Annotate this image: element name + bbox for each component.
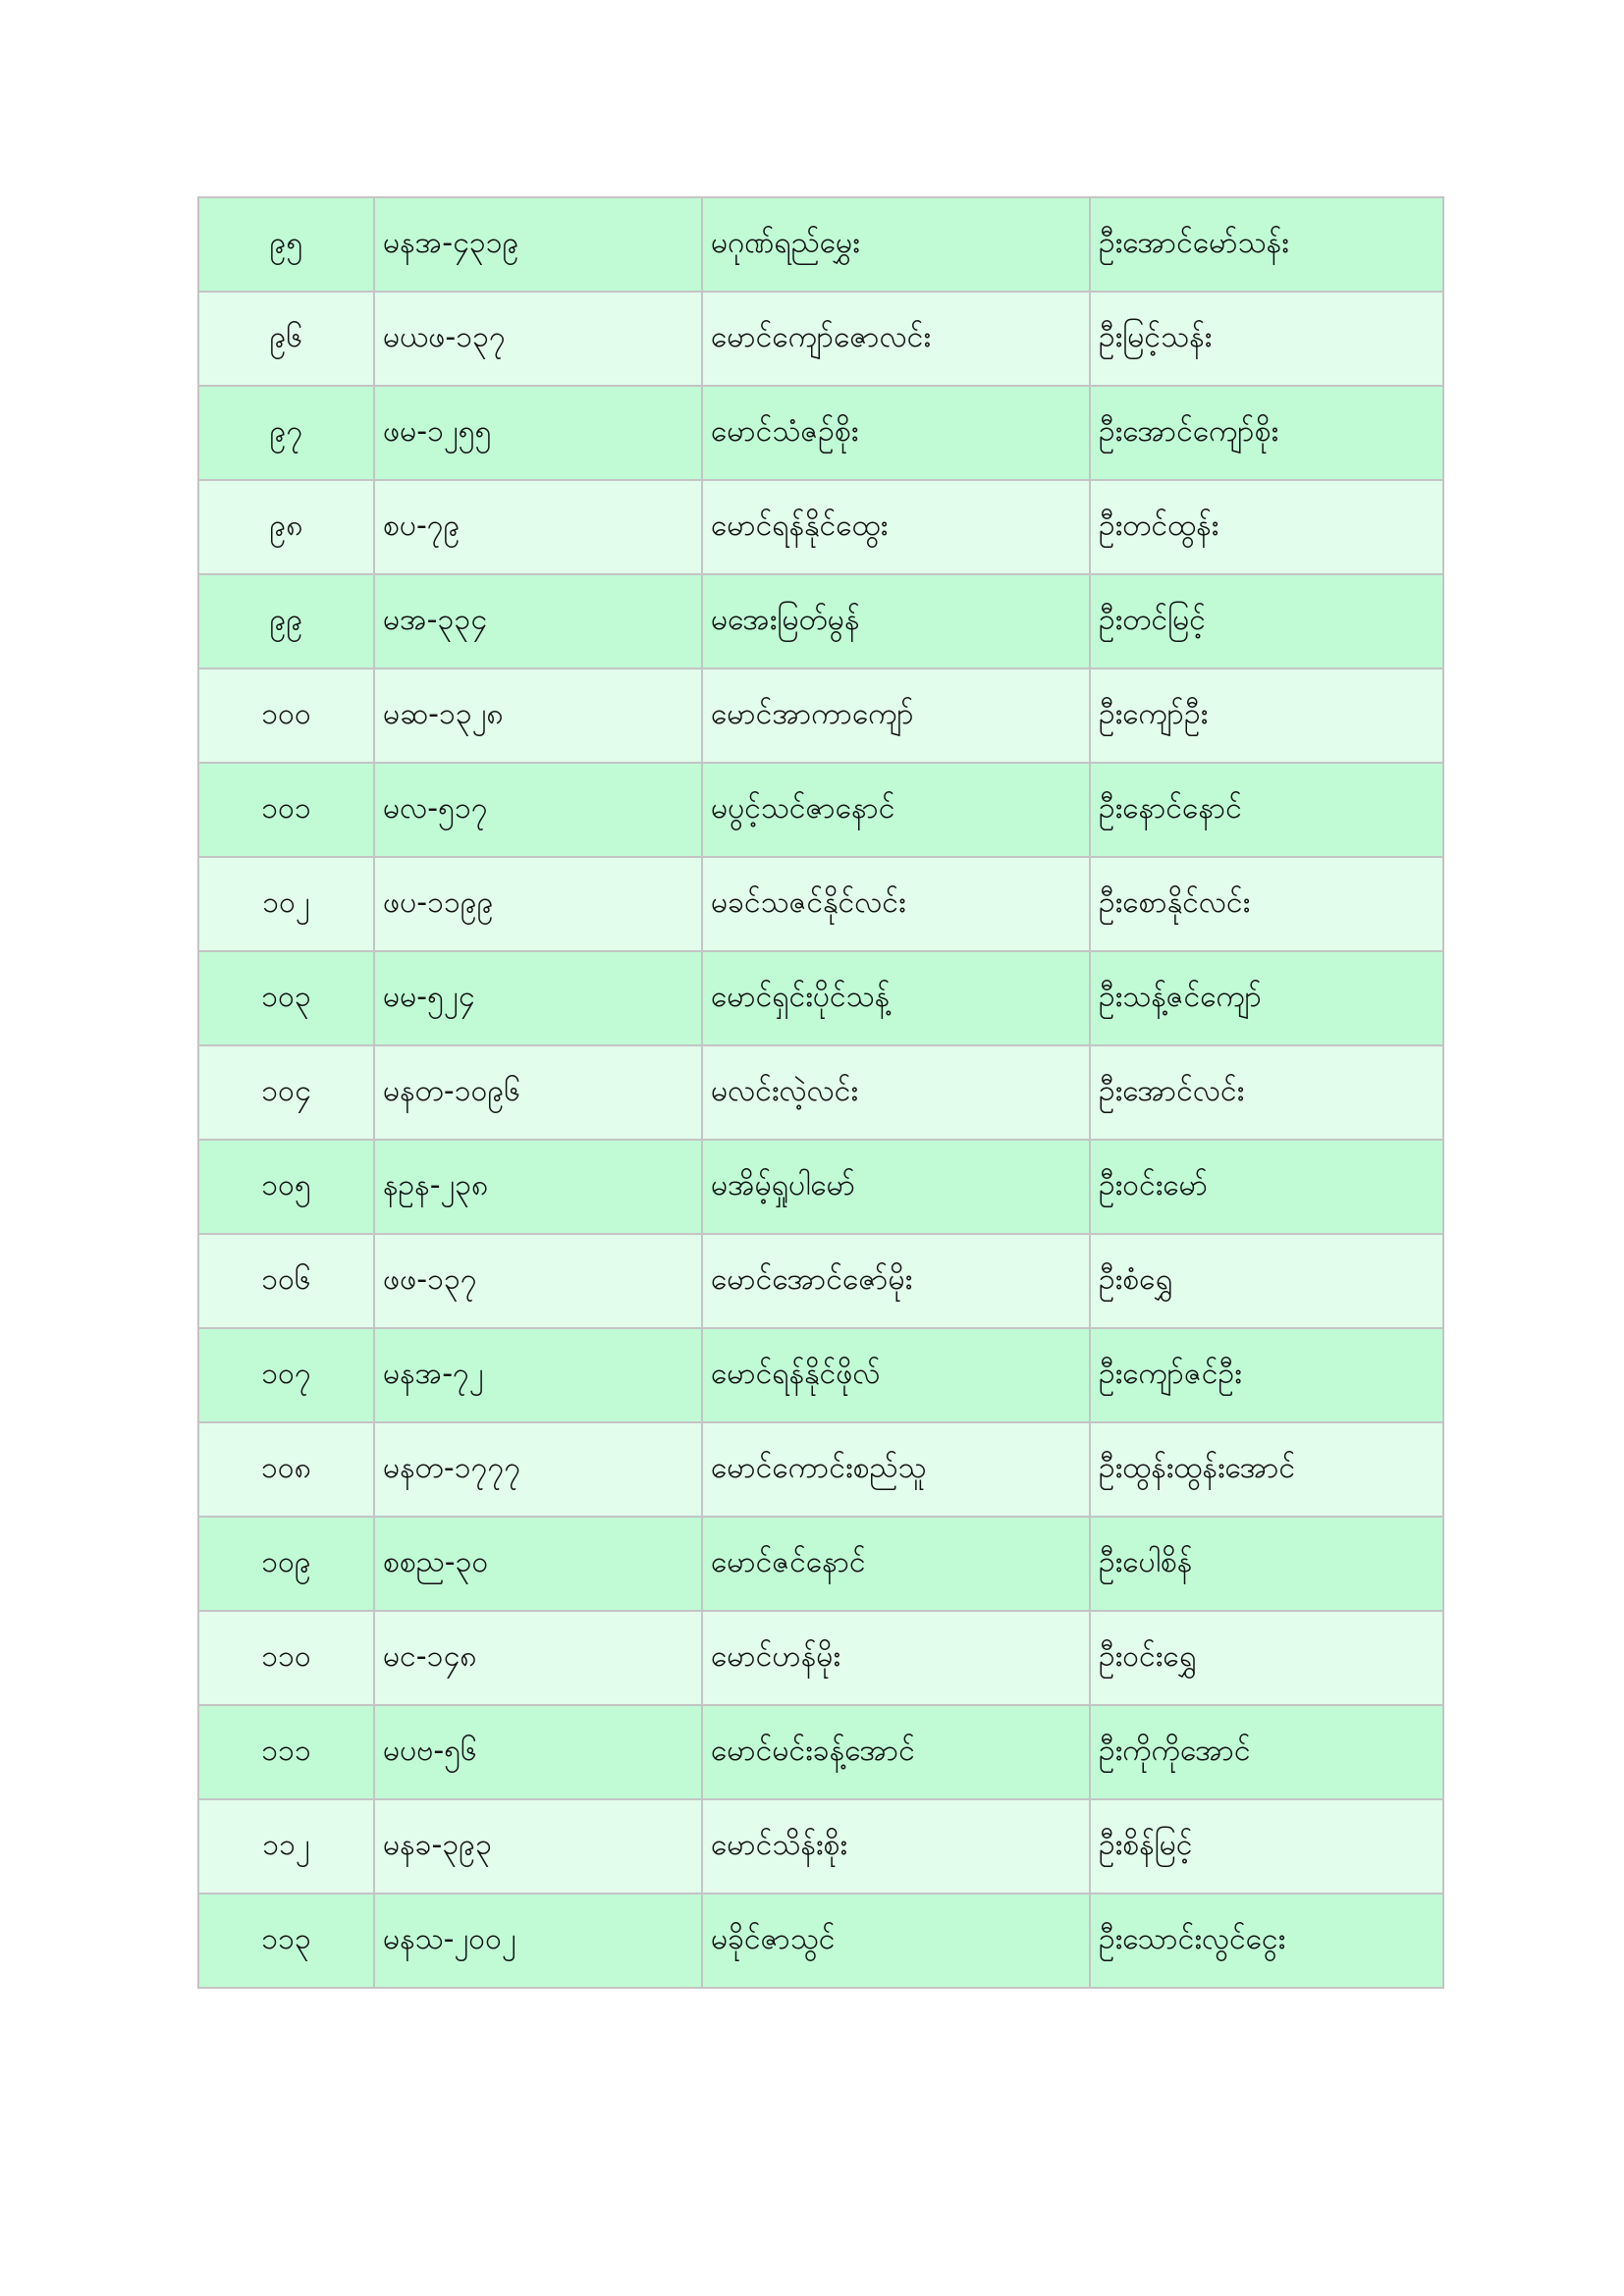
table-row (198, 1422, 1443, 1517)
cell-father-name: ဦးကျော်ဦး (1090, 668, 1443, 763)
cell-nrc: ဖပ-၁၁၉၉ (374, 857, 702, 951)
table-row (198, 1234, 1443, 1328)
cell-name: မောင်ရန်နိုင်ဖိုလ် (702, 1328, 1090, 1422)
cell-nrc: မနခ-၃၉၃ (374, 1799, 702, 1894)
table-row (198, 197, 1443, 292)
cell-number: ၁၀၃ (198, 951, 374, 1045)
cell-father-name: ဦးနောင်နောင် (1090, 763, 1443, 857)
cell-number: ၁၀၆ (198, 1234, 374, 1328)
cell-father-name: ဦးစံရွှေ (1090, 1234, 1443, 1328)
cell-father-name: ဦးအောင်လင်း (1090, 1045, 1443, 1140)
cell-name: မောင်ဟန်မိုး (702, 1611, 1090, 1705)
cell-nrc: မနတ-၁၇၇၇ (374, 1422, 702, 1517)
cell-nrc: ဖဖ-၁၃၇ (374, 1234, 702, 1328)
cell-father-name: ဦးဝင်းရွှေ (1090, 1611, 1443, 1705)
table-row (198, 292, 1443, 386)
cell-number: ၁၁၀ (198, 1611, 374, 1705)
cell-nrc: မင-၁၄၈ (374, 1611, 702, 1705)
cell-nrc: နဥန-၂၃၈ (374, 1140, 702, 1234)
table-row (198, 480, 1443, 574)
cell-nrc: စပ-၇၉ (374, 480, 702, 574)
cell-father-name: ဦးထွန်းထွန်းအောင် (1090, 1422, 1443, 1517)
cell-father-name: ဦးဝင်းမော် (1090, 1140, 1443, 1234)
cell-number: ၁၁၃ (198, 1894, 374, 1988)
cell-father-name: ဦးတင်ထွန်း (1090, 480, 1443, 574)
table-row (198, 386, 1443, 480)
cell-father-name: ဦးသန့်ဇင်ကျော် (1090, 951, 1443, 1045)
cell-father-name: ဦးပေါစိန် (1090, 1517, 1443, 1611)
table-row (198, 1045, 1443, 1140)
cell-name: မအေးမြတ်မွန် (702, 574, 1090, 668)
cell-name: မောင်အာကာကျော် (702, 668, 1090, 763)
cell-number: ၁၀၄ (198, 1045, 374, 1140)
cell-nrc: မနအ-၄၃၁၉ (374, 197, 702, 292)
cell-name: မောင်ရန်နိုင်ထွေး (702, 480, 1090, 574)
student-table (197, 196, 1444, 1989)
cell-name: မပွင့်သင်ဇာနောင် (702, 763, 1090, 857)
cell-name: မောင်ကျော်ဇောလင်း (702, 292, 1090, 386)
cell-number: ၉၇ (198, 386, 374, 480)
cell-number: ၁၀၇ (198, 1328, 374, 1422)
cell-number: ၁၀၅ (198, 1140, 374, 1234)
cell-number: ၁၁၁ (198, 1705, 374, 1799)
cell-name: မခိုင်ဇာသွင် (702, 1894, 1090, 1988)
cell-nrc: မဆ-၁၃၂၈ (374, 668, 702, 763)
cell-nrc: စစည-၃၀ (374, 1517, 702, 1611)
cell-number: ၁၀၀ (198, 668, 374, 763)
table-row (198, 1328, 1443, 1422)
table-row (198, 1611, 1443, 1705)
table-row (198, 1705, 1443, 1799)
table-row (198, 1894, 1443, 1988)
table-row (198, 668, 1443, 763)
cell-nrc: မမ-၅၂၄ (374, 951, 702, 1045)
cell-number: ၉၆ (198, 292, 374, 386)
cell-name: မောင်သိန်းစိုး (702, 1799, 1090, 1894)
cell-nrc: မအ-၃၃၄ (374, 574, 702, 668)
table-row (198, 574, 1443, 668)
cell-name: မောင်ဇင်နောင် (702, 1517, 1090, 1611)
cell-name: မောင်အောင်ဇော်မိုး (702, 1234, 1090, 1328)
cell-number: ၁၀၉ (198, 1517, 374, 1611)
cell-nrc: မနအ-၇၂ (374, 1328, 702, 1422)
cell-father-name: ဦးကိုကိုအောင် (1090, 1705, 1443, 1799)
cell-number: ၉၉ (198, 574, 374, 668)
cell-number: ၁၀၁ (198, 763, 374, 857)
cell-name: မောင်မင်းခန့်အောင် (702, 1705, 1090, 1799)
cell-father-name: ဦးအောင်မော်သန်း (1090, 197, 1443, 292)
cell-father-name: ဦးကျော်ဇင်ဦး (1090, 1328, 1443, 1422)
cell-number: ၁၀၈ (198, 1422, 374, 1517)
table-row (198, 951, 1443, 1045)
table-body (198, 197, 1443, 1988)
cell-father-name: ဦးစောနိုင်လင်း (1090, 857, 1443, 951)
table-row (198, 1799, 1443, 1894)
cell-nrc: ဖမ-၁၂၅၅ (374, 386, 702, 480)
cell-name: မောင်ကောင်းစည်သူ (702, 1422, 1090, 1517)
cell-name: မောင်ရှင်းပိုင်သန့် (702, 951, 1090, 1045)
cell-father-name: ဦးစိန်မြင့် (1090, 1799, 1443, 1894)
table-row (198, 1140, 1443, 1234)
cell-name: မအိမ့်ရှုပါမော် (702, 1140, 1090, 1234)
cell-name: မောင်သံဇဉ်စိုး (702, 386, 1090, 480)
table-row (198, 1517, 1443, 1611)
cell-father-name: ဦးသောင်းလွင်ငွေး (1090, 1894, 1443, 1988)
cell-name: မခင်သဇင်နိုင်လင်း (702, 857, 1090, 951)
cell-nrc: မနသ-၂၀၀၂ (374, 1894, 702, 1988)
cell-number: ၉၅ (198, 197, 374, 292)
cell-number: ၁၀၂ (198, 857, 374, 951)
cell-father-name: ဦးအောင်ကျော်စိုး (1090, 386, 1443, 480)
cell-name: မလင်းလဲ့လင်း (702, 1045, 1090, 1140)
cell-nrc: မပဗ-၅၆ (374, 1705, 702, 1799)
cell-father-name: ဦးတင်မြင့် (1090, 574, 1443, 668)
cell-number: ၁၁၂ (198, 1799, 374, 1894)
document-table-container (197, 196, 1442, 1989)
cell-father-name: ဦးမြင့်သန်း (1090, 292, 1443, 386)
cell-nrc: မနတ-၁၀၉၆ (374, 1045, 702, 1140)
cell-number: ၉၈ (198, 480, 374, 574)
cell-nrc: မယဖ-၁၃၇ (374, 292, 702, 386)
cell-nrc: မလ-၅၁၇ (374, 763, 702, 857)
table-row (198, 763, 1443, 857)
cell-name: မဂုဏ်ရည်မွှေး (702, 197, 1090, 292)
table-row (198, 857, 1443, 951)
